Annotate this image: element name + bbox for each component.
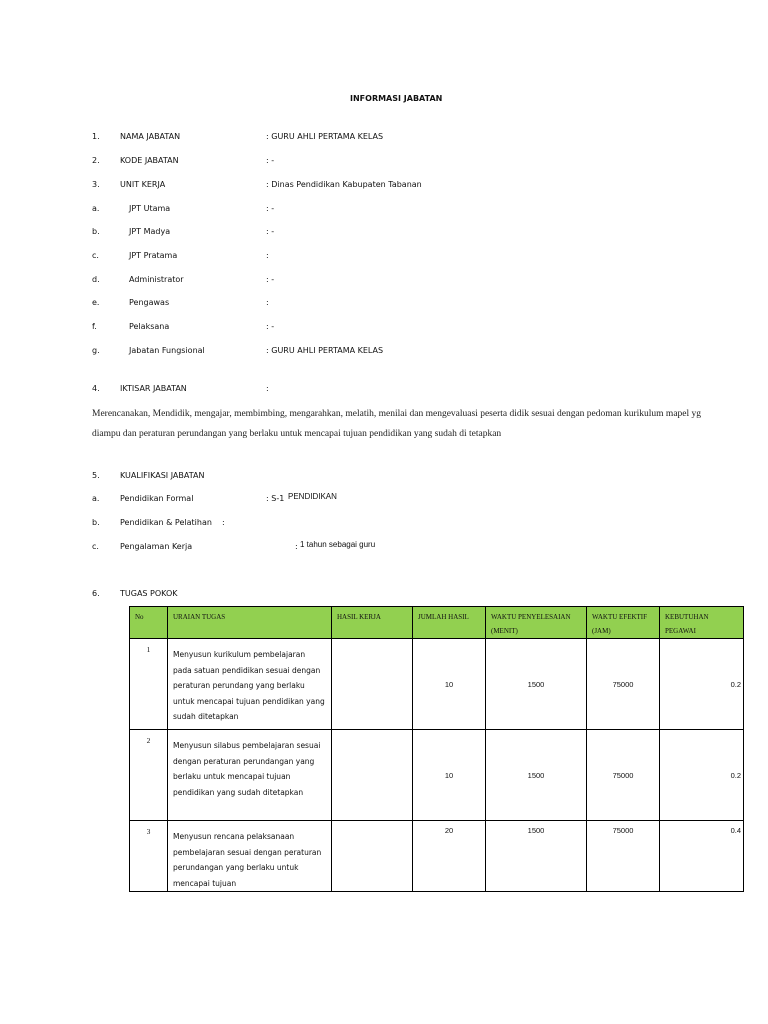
item-number: c.	[92, 251, 99, 260]
item-value-extra: 1 tahun sebagai guru	[300, 540, 376, 549]
item-number: a.	[92, 204, 100, 213]
cell-kebutuhan: 0.2	[660, 639, 744, 730]
item-value: : Dinas Pendidikan Kabupaten Tabanan	[266, 180, 422, 189]
item-label: Pelaksana	[129, 322, 170, 331]
item-value: :	[295, 542, 298, 551]
cell-hasil	[332, 730, 413, 821]
item-number: 1.	[92, 132, 100, 141]
item-label: Pendidikan Formal	[120, 494, 194, 503]
cell-waktu: 1500	[486, 730, 587, 821]
item-number: 3.	[92, 180, 100, 189]
item-label: Pengawas	[129, 298, 170, 307]
item-value: : -	[266, 322, 275, 331]
item-number: b.	[92, 518, 100, 527]
item-number: f.	[92, 322, 97, 331]
item-value: : -	[266, 156, 275, 165]
cell-hasil	[332, 639, 413, 730]
item-label: Pendidikan & Pelatihan	[120, 518, 212, 527]
item-label: Jabatan Fungsional	[129, 346, 205, 355]
cell-jumlah: 10	[413, 639, 486, 730]
cell-kebutuhan: 0.4	[660, 821, 744, 892]
cell-kebutuhan: 0.2	[660, 730, 744, 821]
item-label: Pengalaman Kerja	[120, 542, 193, 551]
item-label: JPT Utama	[129, 204, 171, 213]
section-number: 5.	[92, 471, 100, 480]
ikhtisar-text-line-1: Merencanakan, Mendidik, mengajar, membimbing, mengarahkan, melatih, menilai dan mengevaluasi peserta didik sesuai dengan pedoman kurikulum mapel yg	[92, 409, 702, 419]
table-header-row	[130, 607, 744, 639]
section-label: IKTISAR JABATAN	[120, 384, 187, 393]
column-header: WAKTU PENYELESAIAN (MENIT)	[486, 607, 587, 639]
column-header: JUMLAH HASIL	[413, 607, 486, 639]
item-value: : -	[266, 227, 275, 236]
cell-jumlah: 20	[413, 821, 486, 892]
item-value: :	[266, 251, 269, 260]
cell-uraian: Menyusun kurikulum pembelajaran pada satuan pendidikan sesuai dengan peraturan perundang yang berlaku untuk mencapai tujuan pendidikan yang sudah ditetapkan	[168, 639, 332, 730]
item-label: JPT Pratama	[129, 251, 178, 260]
item-number: d.	[92, 275, 100, 284]
cell-efektif: 75000	[587, 821, 660, 892]
item-label: JPT Madya	[129, 227, 171, 236]
section-number: 6.	[92, 589, 100, 598]
item-value: :	[266, 298, 269, 307]
cell-waktu: 1500	[486, 821, 587, 892]
cell-no: 3	[130, 821, 168, 892]
cell-efektif: 75000	[587, 730, 660, 821]
item-value: : S-1	[266, 494, 285, 503]
column-header: KEBUTUHAN PEGAWAI	[660, 607, 744, 639]
column-header: URAIAN TUGAS	[168, 607, 332, 639]
item-label: NAMA JABATAN	[120, 132, 181, 141]
item-number: 2.	[92, 156, 100, 165]
item-number: b.	[92, 227, 100, 236]
doc-title: INFORMASI JABATAN	[350, 94, 443, 103]
table-row	[130, 821, 744, 892]
cell-uraian: Menyusun silabus pembelajaran sesuai dengan peraturan perundangan yang berlaku untuk mencapai tujuan pendidikan yang sudah ditetapkan	[168, 730, 332, 821]
section-value: :	[266, 384, 269, 393]
cell-waktu: 1500	[486, 639, 587, 730]
cell-uraian: Menyusun rencana pelaksanaan pembelajaran sesuai dengan peraturan perundangan yang berlaku untuk mencapai tujuan	[168, 821, 332, 892]
item-number: e.	[92, 298, 100, 307]
item-number: g.	[92, 346, 100, 355]
item-value: : -	[266, 275, 275, 284]
section-number: 4.	[92, 384, 100, 393]
item-label: UNIT KERJA	[120, 180, 166, 189]
cell-no: 1	[130, 639, 168, 730]
item-number: c.	[92, 542, 99, 551]
item-number: a.	[92, 494, 100, 503]
item-value: :	[222, 518, 225, 527]
cell-jumlah: 10	[413, 730, 486, 821]
cell-no: 2	[130, 730, 168, 821]
ikhtisar-text-line-2: diampu dan peraturan perundangan yang berlaku untuk mencapai tujuan pendidikan yang sudah di tetapkan	[92, 429, 502, 439]
table-row	[130, 639, 744, 730]
item-label: Administrator	[129, 275, 184, 284]
item-value: : -	[266, 204, 275, 213]
tugas-pokok-table	[129, 606, 744, 892]
table-row	[130, 730, 744, 821]
section-label: TUGAS POKOK	[120, 589, 178, 598]
column-header: WAKTU EFEKTIF (JAM)	[587, 607, 660, 639]
cell-hasil	[332, 821, 413, 892]
item-label: KODE JABATAN	[120, 156, 179, 165]
cell-efektif: 75000	[587, 639, 660, 730]
column-header: No	[130, 607, 168, 639]
item-value-extra: PENDIDIKAN	[288, 492, 337, 501]
column-header: HASIL KERJA	[332, 607, 413, 639]
item-value: : GURU AHLI PERTAMA KELAS	[266, 132, 384, 141]
section-label: KUALIFIKASI JABATAN	[120, 471, 205, 480]
item-value: : GURU AHLI PERTAMA KELAS	[266, 346, 384, 355]
